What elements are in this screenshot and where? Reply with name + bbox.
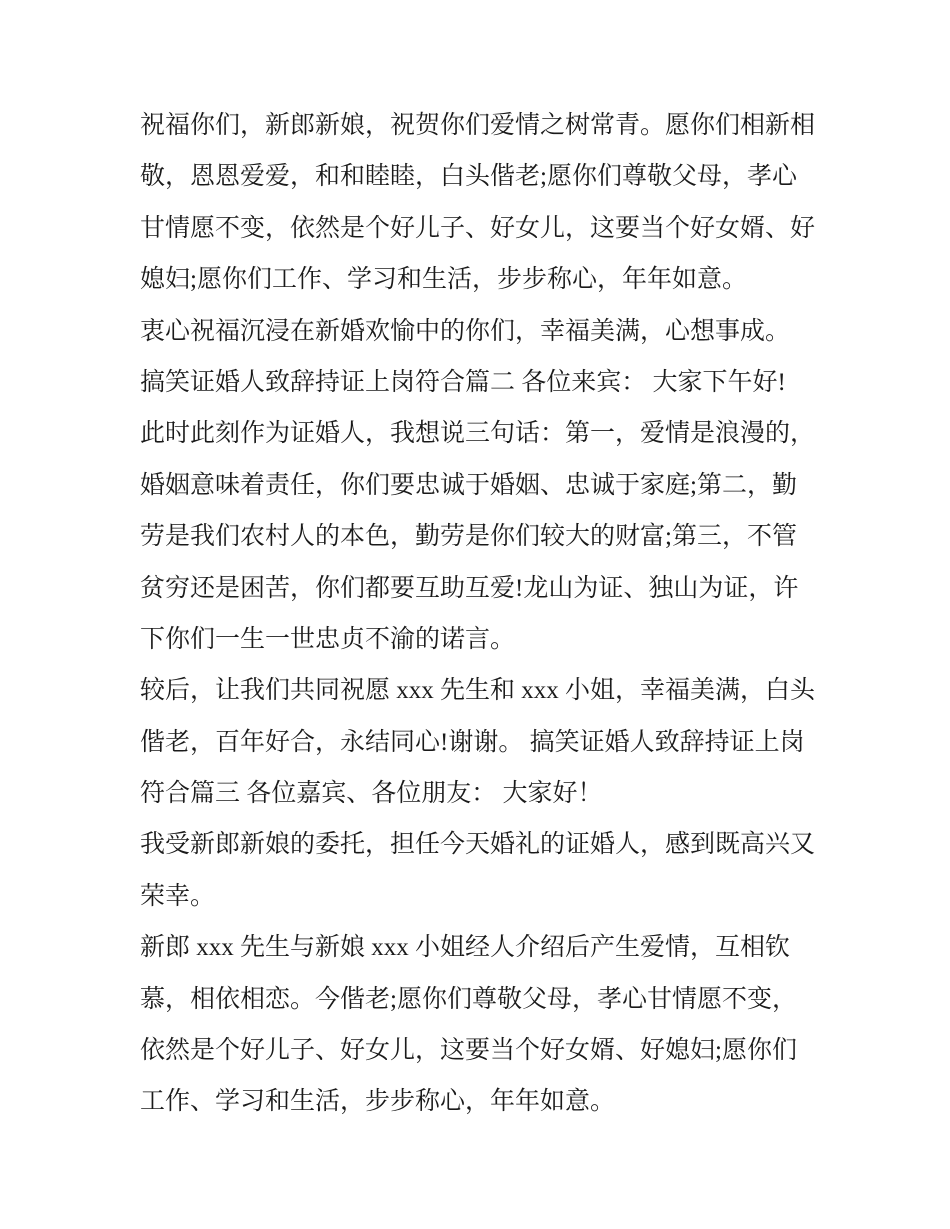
text-line: 甘情愿不变，依然是个好儿子、好女儿，这要当个好女婿、好	[140, 214, 816, 242]
text-line: 祝福你们，新郎新娘，祝贺你们爱情之树常青。愿你们相新相	[140, 112, 816, 139]
text-line: 敬，恩恩爱爱，和和睦睦，白头偕老;愿你们尊敬父母，孝心	[140, 163, 797, 191]
text-line: 下你们一生一世忠贞不渝的诺言。	[140, 625, 516, 653]
text-line: 荣幸。	[140, 882, 216, 910]
text-line: 符合篇三 各位嘉宾、各位朋友： 大家好！	[140, 780, 603, 808]
text-line: 新郎 xxx 先生与新娘 xxx 小姐经人介绍后产生爱情，互相钦	[140, 934, 791, 962]
text-line: 搞笑证婚人致辞持证上岗符合篇二 各位来宾： 大家下午好!	[140, 368, 786, 396]
text-line: 慕，相依相恋。今偕老;愿你们尊敬父母，孝心甘情愿不变，	[140, 985, 797, 1013]
text-line: 此时此刻作为证婚人，我想说三句话：第一，爱情是浪漫的，	[140, 420, 816, 448]
text-line: 偕老，百年好合，永结同心!谢谢。 搞笑证婚人致辞持证上岗	[140, 728, 805, 756]
text-line: 劳是我们农村人的本色，勤劳是你们较大的财富;第三，不管	[140, 523, 797, 551]
text-line: 衷心祝福沉浸在新婚欢愉中的你们，幸福美满，心想事成。	[140, 317, 791, 345]
text-line: 媳妇;愿你们工作、学习和生活，步步称心，年年如意。	[140, 266, 747, 294]
text-line: 贫穷还是困苦，你们都要互助互爱!龙山为证、独山为证，许	[140, 574, 799, 602]
document-text-block	[140, 100, 818, 1128]
text-line: 依然是个好儿子、好女儿，这要当个好女婿、好媳妇;愿你们	[140, 1037, 797, 1065]
text-line: 工作、学习和生活，步步称心，年年如意。	[140, 1088, 616, 1116]
text-line: 我受新郎新娘的委托，担任今天婚礼的证婚人，感到既高兴又	[140, 831, 816, 859]
text-line: 较后，让我们共同祝愿 xxx 先生和 xxx 小姐，幸福美满，白头	[140, 677, 816, 705]
text-line: 婚姻意味着责任，你们要忠诚于婚姻、忠诚于家庭;第二，勤	[140, 471, 797, 499]
